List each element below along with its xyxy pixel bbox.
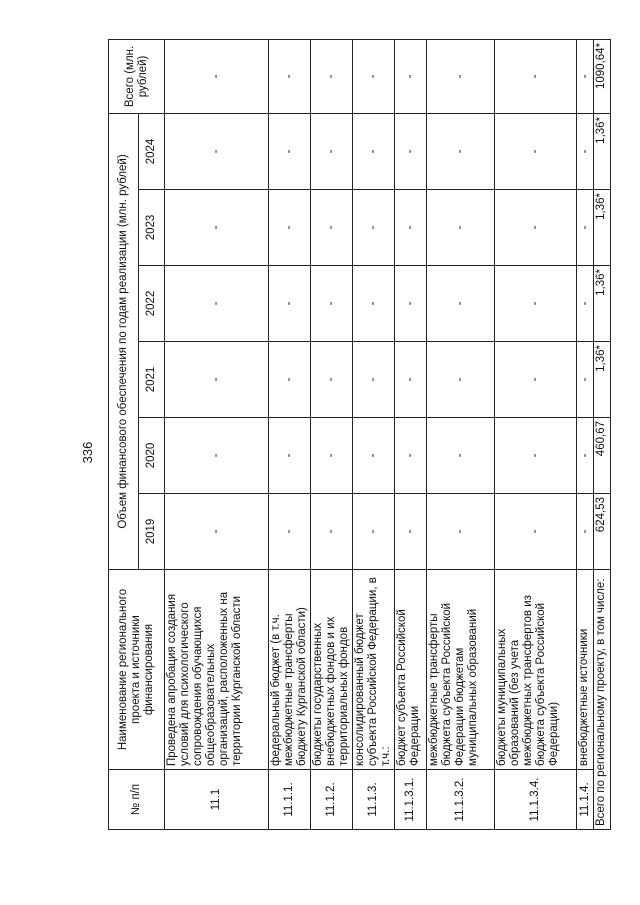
row-name: бюджет субъекта Российской Федерации bbox=[395, 570, 427, 770]
total-label: Всего по региональному проекту, в том числе: bbox=[594, 570, 611, 830]
row-value: - bbox=[311, 266, 353, 342]
row-value: - bbox=[427, 418, 495, 494]
row-value: - bbox=[577, 494, 594, 570]
row-value: - bbox=[311, 418, 353, 494]
row-value: - bbox=[427, 342, 495, 418]
row-value: - bbox=[165, 494, 269, 570]
header-year: 2022 bbox=[139, 266, 165, 342]
row-value: - bbox=[165, 113, 269, 189]
row-name: Проведена апробация создания условий для психологического сопровождения обучающихся общеобразовательных организаций, расположенных на территории Курганской области bbox=[165, 570, 269, 770]
row-value: - bbox=[395, 418, 427, 494]
row-value: - bbox=[495, 190, 577, 266]
row-value: - bbox=[577, 342, 594, 418]
row-value: - bbox=[427, 190, 495, 266]
row-name: бюджеты государственных внебюджетных фондов и их территориальных фондов bbox=[311, 570, 353, 770]
row-value: - bbox=[311, 494, 353, 570]
row-value: - bbox=[427, 113, 495, 189]
total-value: 1,36* bbox=[594, 190, 611, 266]
header-total: Всего (млн. рублей) bbox=[109, 39, 165, 113]
table-row bbox=[495, 39, 577, 829]
row-total: - bbox=[577, 39, 594, 113]
header-year: 2023 bbox=[139, 190, 165, 266]
row-value: - bbox=[577, 266, 594, 342]
row-value: - bbox=[577, 418, 594, 494]
row-name: бюджеты муниципальных образований (без учета межбюджетных трансфертов из бюджета субъекта Российской Федерации) bbox=[495, 570, 577, 770]
table-row bbox=[395, 39, 427, 829]
row-value: - bbox=[311, 113, 353, 189]
row-num: 11.1.2. bbox=[311, 770, 353, 830]
row-value: - bbox=[269, 494, 311, 570]
total-sum: 1090,64* bbox=[594, 39, 611, 113]
row-num: 11.1.3.4. bbox=[495, 770, 577, 830]
row-value: - bbox=[353, 494, 395, 570]
row-value: - bbox=[427, 494, 495, 570]
table-row bbox=[427, 39, 495, 829]
total-value: 1,36* bbox=[594, 113, 611, 189]
row-num: 11.1.3. bbox=[353, 770, 395, 830]
row-value: - bbox=[165, 342, 269, 418]
row-total: - bbox=[165, 39, 269, 113]
total-row bbox=[594, 39, 611, 829]
row-value: - bbox=[353, 418, 395, 494]
header-year: 2021 bbox=[139, 342, 165, 418]
row-value: - bbox=[395, 494, 427, 570]
row-value: - bbox=[311, 190, 353, 266]
header-year: 2019 bbox=[139, 494, 165, 570]
row-value: - bbox=[353, 113, 395, 189]
row-value: - bbox=[427, 266, 495, 342]
row-value: - bbox=[395, 266, 427, 342]
row-value: - bbox=[395, 342, 427, 418]
total-value: 1,36* bbox=[594, 266, 611, 342]
row-value: - bbox=[395, 113, 427, 189]
table-row bbox=[269, 39, 311, 829]
row-num: 11.1.4. bbox=[577, 770, 594, 830]
table-row bbox=[353, 39, 395, 829]
row-num: 11.1.1. bbox=[269, 770, 311, 830]
table-row bbox=[311, 39, 353, 829]
row-value: - bbox=[269, 418, 311, 494]
header-year: 2020 bbox=[139, 418, 165, 494]
row-total: - bbox=[427, 39, 495, 113]
header-funding: Объем финансового обеспечения по годам реализации (млн. рублей) bbox=[109, 113, 139, 569]
row-name: федеральный бюджет (в т.ч. межбюджетные трансферты бюджету Курганской области) bbox=[269, 570, 311, 770]
row-total: - bbox=[353, 39, 395, 113]
row-value: - bbox=[269, 266, 311, 342]
row-total: - bbox=[495, 39, 577, 113]
row-value: - bbox=[495, 342, 577, 418]
row-name: внебюджетные источники bbox=[577, 570, 594, 770]
total-value: 624,53 bbox=[594, 494, 611, 570]
row-value: - bbox=[495, 494, 577, 570]
row-value: - bbox=[577, 190, 594, 266]
row-total: - bbox=[395, 39, 427, 113]
header-name: Наименование регионального проекта и источники финансирования bbox=[109, 570, 165, 770]
row-value: - bbox=[353, 342, 395, 418]
row-value: - bbox=[495, 113, 577, 189]
row-value: - bbox=[165, 190, 269, 266]
row-name: межбюджетные трансферты бюджета субъекта Российской Федерации бюджетам муниципальных образований bbox=[427, 570, 495, 770]
row-total: - bbox=[269, 39, 311, 113]
total-value: 460,67 bbox=[594, 418, 611, 494]
row-num: 11.1.3.2. bbox=[427, 770, 495, 830]
row-value: - bbox=[353, 190, 395, 266]
row-value: - bbox=[311, 342, 353, 418]
table-row bbox=[577, 39, 594, 829]
page-number: 336 bbox=[80, 441, 95, 464]
row-value: - bbox=[353, 266, 395, 342]
header-num: № п/п bbox=[109, 770, 165, 830]
row-value: - bbox=[495, 418, 577, 494]
row-value: - bbox=[495, 266, 577, 342]
row-value: - bbox=[165, 418, 269, 494]
row-value: - bbox=[577, 113, 594, 189]
row-value: - bbox=[269, 190, 311, 266]
row-num: 11.1.3.1. bbox=[395, 770, 427, 830]
total-value: 1,36* bbox=[594, 342, 611, 418]
row-name: консолидированный бюджет субъекта Российской Федерации, в т.ч.: bbox=[353, 570, 395, 770]
row-value: - bbox=[165, 266, 269, 342]
row-value: - bbox=[395, 190, 427, 266]
row-num: 11.1 bbox=[165, 770, 269, 830]
header-year: 2024 bbox=[139, 113, 165, 189]
row-value: - bbox=[269, 342, 311, 418]
funding-table bbox=[108, 39, 611, 830]
table-row bbox=[165, 39, 269, 829]
row-value: - bbox=[269, 113, 311, 189]
row-total: - bbox=[311, 39, 353, 113]
